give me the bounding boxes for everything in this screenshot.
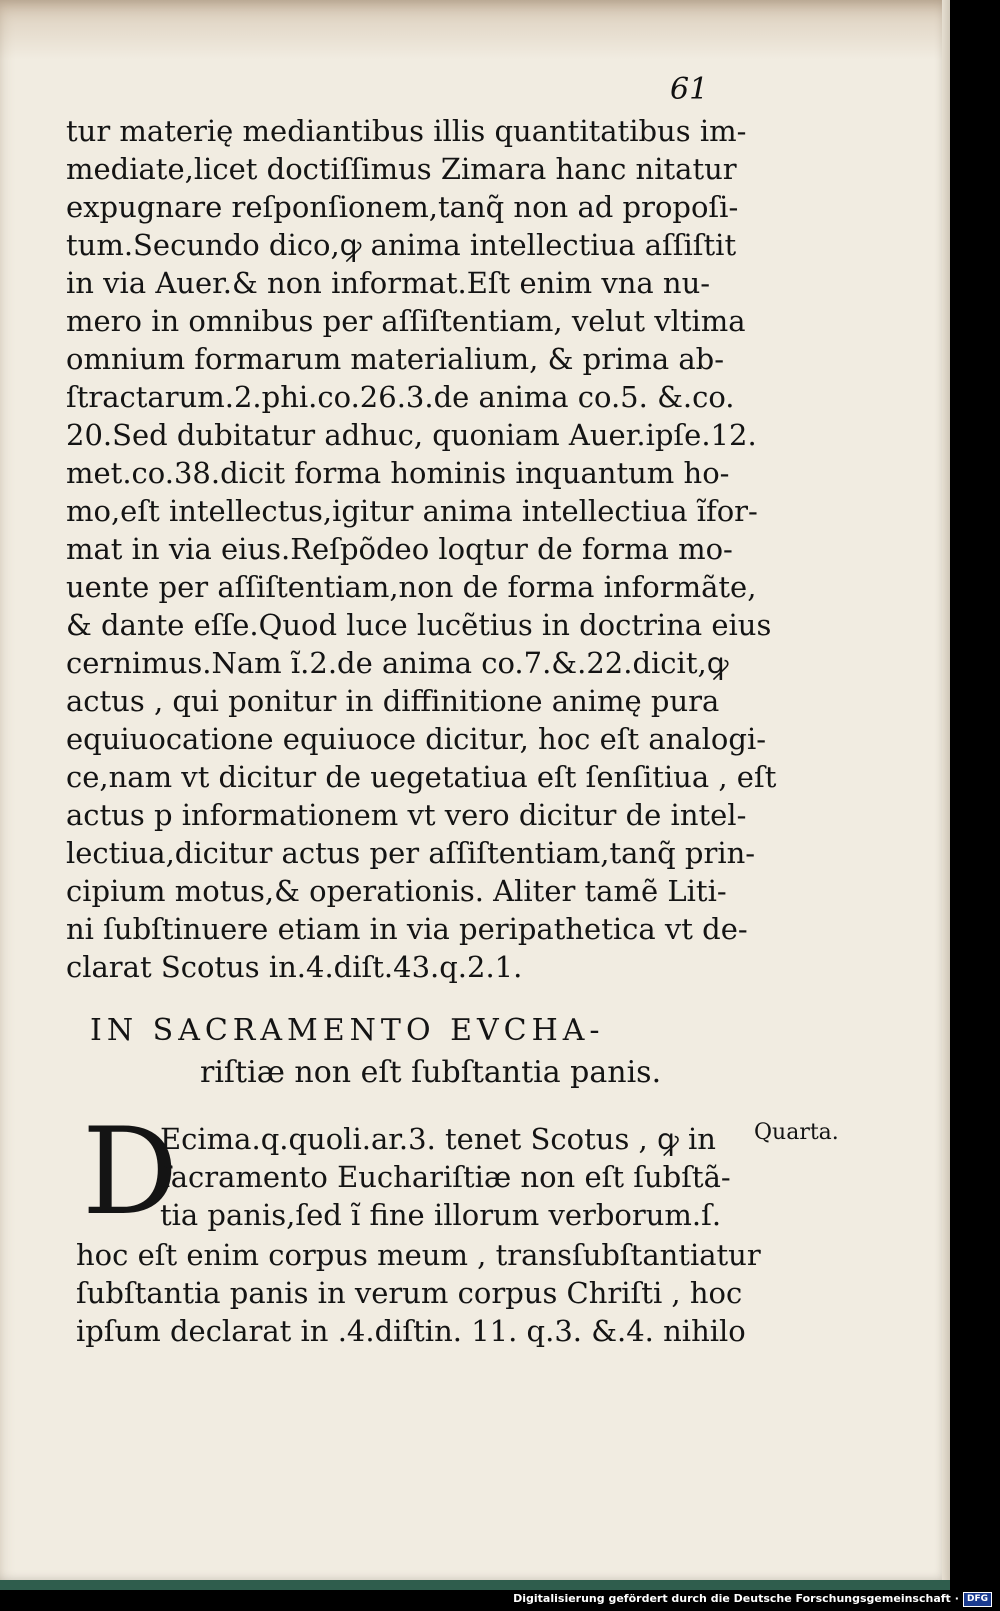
- text-line: mero in omnibus per aſſiſtentiam, velut vltima: [66, 304, 746, 338]
- heading-line-2: riſtiæ non eſt ſubſtantia panis.: [200, 1055, 662, 1090]
- text-line: mediate,licet doctiſſimus Zimara hanc nitatur: [66, 152, 737, 186]
- continued-text-block: [76, 1236, 761, 1350]
- text-line: omnium formarum materialium, & prima ab-: [66, 342, 724, 376]
- text-line: ipſum declarat in .4.diſtin. 11. q.3. &.4. nihilo: [76, 1314, 746, 1348]
- text-line: Ecima.q.quoli.ar.3. tenet Scotus , ꝙ in: [160, 1122, 716, 1156]
- page-stain: [0, 0, 950, 60]
- text-line: ſubſtantia panis in verum corpus Chriſti , hoc: [76, 1276, 743, 1310]
- credit-separator: ·: [954, 1592, 959, 1605]
- text-line: ce,nam vt dicitur de uegetatiua eſt ſenſitiua , eſt: [66, 760, 777, 794]
- text-line: tur materię mediantibus illis quantitatibus im-: [66, 114, 747, 148]
- drop-cap-initial: D: [82, 1103, 179, 1242]
- text-line: mat in via eius.Reſpõdeo loqtur de forma mo-: [66, 532, 733, 566]
- text-line: equiuocatione equiuoce dicitur, hoc eſt analogi-: [66, 722, 767, 756]
- text-line: ni ſubſtinuere etiam in via peripathetica vt de-: [66, 912, 748, 946]
- text-line: & dante eſſe.Quod luce lucẽtius in doctrina eius: [66, 608, 772, 642]
- text-line: cernimus.Nam ĩ.2.de anima co.7.&.22.dicit,ꝙ: [66, 646, 729, 680]
- text-line: hoc eſt enim corpus meum , transſubſtantiatur: [76, 1238, 761, 1272]
- main-text-block: [66, 112, 777, 986]
- drop-cap-text-block: [160, 1120, 760, 1234]
- text-line: lectiua,dicitur actus per aſſiſtentiam,tanq̃ prin-: [66, 836, 756, 870]
- text-line: clarat Scotus in.4.diſt.43.q.2.1.: [66, 950, 523, 984]
- text-line: 20.Sed dubitatur adhuc, quoniam Auer.ipſe.12.: [66, 418, 757, 452]
- text-line: in via Auer.& non informat.Eſt enim vna nu-: [66, 266, 711, 300]
- margin-note: Quarta.: [754, 1120, 839, 1145]
- text-line: expugnare reſponſionem,tanq̃ non ad propoſi-: [66, 190, 739, 224]
- text-line: ſtractarum.2.phi.co.26.3.de anima co.5. &.co.: [66, 380, 735, 414]
- text-line: uente per aſſiſtentiam,non de forma informãte,: [66, 570, 757, 604]
- text-line: ſacramento Euchariſtiæ non eſt ſubſtã-: [160, 1160, 731, 1194]
- text-line: actus p informationem vt vero dicitur de intel-: [66, 798, 747, 832]
- dfg-logo: DFG: [963, 1592, 992, 1607]
- digitization-credit: [513, 1589, 992, 1609]
- text-line: tia panis,ſed ĩ fine illorum verborum.ſ.: [160, 1198, 722, 1232]
- text-line: actus , qui ponitur in diffinitione animę pura: [66, 684, 720, 718]
- heading-line-1: IN SACRAMENTO EVCHA-: [90, 1013, 605, 1048]
- text-line: tum.Secundo dico,ꝙ anima intellectiua aſſiſtit: [66, 228, 737, 262]
- text-line: met.co.38.dicit forma hominis inquantum ho-: [66, 456, 730, 490]
- page-number: 61: [670, 72, 709, 107]
- page-edge: [942, 0, 950, 1580]
- section-heading: [90, 1010, 780, 1094]
- credit-text: Digitalisierung gefördert durch die Deutsche Forschungsgemeinschaft: [513, 1592, 951, 1605]
- text-line: cipium motus,& operationis. Aliter tamẽ Liti-: [66, 874, 727, 908]
- text-line: mo,eſt intellectus,igitur anima intellectiua ĩfor-: [66, 494, 758, 528]
